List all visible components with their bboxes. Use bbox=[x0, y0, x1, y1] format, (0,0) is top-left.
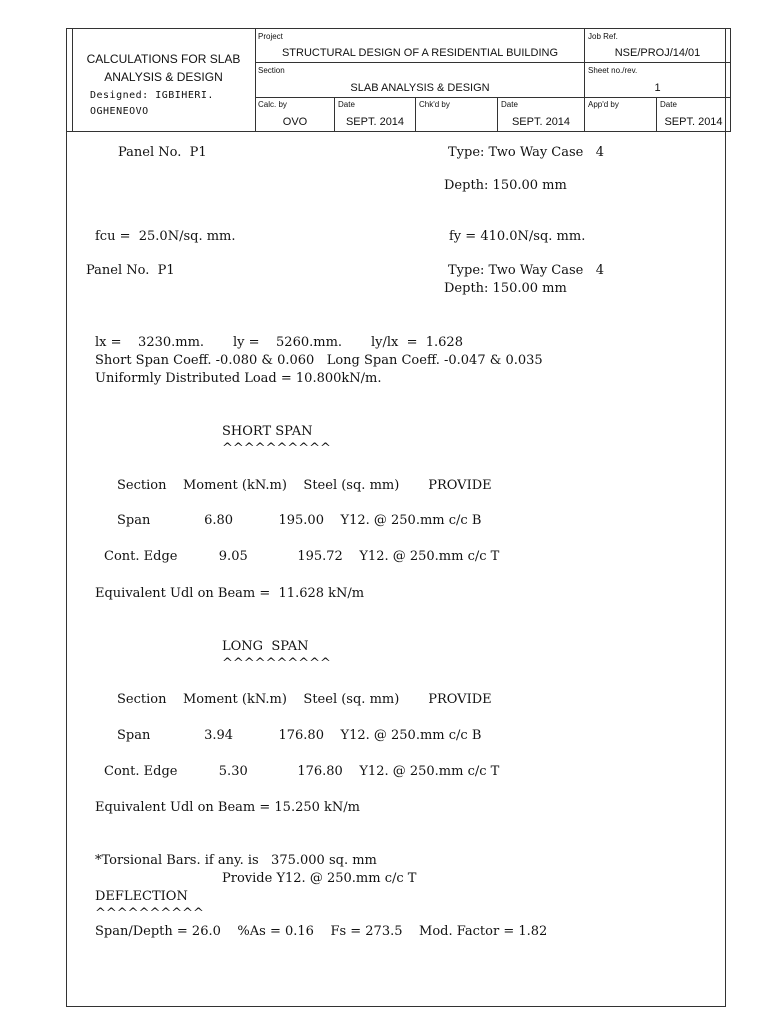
section-label: Section bbox=[258, 66, 285, 75]
designer-line2: OGHENEOVO bbox=[90, 106, 149, 117]
calc-by-label: Calc. by bbox=[258, 100, 287, 109]
udl-value: Uniformly Distributed Load = 10.800kN/m. bbox=[95, 371, 382, 386]
span-dimensions: lx = 3230.mm. ly = 5260.mm. ly/lx = 1.628 bbox=[95, 335, 463, 350]
calc-by: OVO bbox=[282, 116, 308, 128]
long-span-row-span: Span 3.94 176.80 Y12. @ 250.mm c/c B bbox=[117, 728, 482, 743]
deflection-underline: ^^^^^^^^^^ bbox=[95, 906, 204, 921]
project-name: STRUCTURAL DESIGN OF A RESIDENTIAL BUILDING bbox=[281, 47, 559, 59]
short-span-equiv-udl: Equivalent Udl on Beam = 11.628 kN/m bbox=[95, 586, 365, 601]
date-2: SEPT. 2014 bbox=[511, 116, 571, 128]
short-span-title: SHORT SPAN bbox=[222, 424, 313, 439]
short-span-header: Section Moment (kN.m) Steel (sq. mm) PROVIDE bbox=[117, 478, 492, 493]
deflection-title: DEFLECTION bbox=[95, 889, 188, 904]
type-1: Type: Two Way Case 4 bbox=[448, 145, 605, 160]
section-name: SLAB ANALYSIS & DESIGN bbox=[350, 82, 490, 94]
fcu-value: fcu = 25.0N/sq. mm. bbox=[95, 229, 236, 244]
project-label: Project bbox=[258, 32, 283, 41]
designed-label: Designed: bbox=[90, 90, 149, 101]
depth-1: Depth: 150.00 mm bbox=[444, 178, 567, 193]
long-span-row-edge: Cont. Edge 5.30 176.80 Y12. @ 250.mm c/c T bbox=[104, 764, 500, 779]
date-label-3: Date bbox=[660, 100, 677, 109]
sheet-number: 1 bbox=[654, 82, 661, 94]
long-span-equiv-udl: Equivalent Udl on Beam = 15.250 kN/m bbox=[95, 800, 360, 815]
short-span-underline: ^^^^^^^^^^ bbox=[222, 441, 331, 456]
date-1: SEPT. 2014 bbox=[345, 116, 405, 128]
torsional-provide: Provide Y12. @ 250.mm c/c T bbox=[222, 871, 417, 886]
short-span-row-edge: Cont. Edge 9.05 195.72 Y12. @ 250.mm c/c T bbox=[104, 549, 500, 564]
depth-2: Depth: 150.00 mm bbox=[444, 281, 567, 296]
calc-title bbox=[72, 50, 255, 86]
date-label-1: Date bbox=[338, 100, 355, 109]
panel-no-2: Panel No. P1 bbox=[86, 263, 175, 278]
job-ref-label: Job Ref. bbox=[588, 32, 618, 41]
long-span-header: Section Moment (kN.m) Steel (sq. mm) PROVIDE bbox=[117, 692, 492, 707]
appd-by-label: App'd by bbox=[588, 100, 619, 109]
type-2: Type: Two Way Case 4 bbox=[448, 263, 605, 278]
panel-no-1: Panel No. P1 bbox=[118, 145, 207, 160]
short-span-row-span: Span 6.80 195.00 Y12. @ 250.mm c/c B bbox=[117, 513, 482, 528]
long-span-title: LONG SPAN bbox=[222, 639, 309, 654]
calc-title-line1: CALCULATIONS FOR SLAB bbox=[86, 52, 241, 66]
date-3: SEPT. 2014 bbox=[664, 116, 723, 128]
date-label-2: Date bbox=[501, 100, 518, 109]
deflection-values: Span/Depth = 26.0 %As = 0.16 Fs = 273.5 Mod. Factor = 1.82 bbox=[95, 924, 548, 939]
long-span-underline: ^^^^^^^^^^ bbox=[222, 656, 331, 671]
chkd-by-label: Chk'd by bbox=[419, 100, 450, 109]
span-coefficients: Short Span Coeff. -0.080 & 0.060 Long Span Coeff. -0.047 & 0.035 bbox=[95, 353, 543, 368]
designer-line1: IGBIHERI. bbox=[155, 90, 214, 101]
designed-by bbox=[90, 90, 214, 101]
fy-value: fy = 410.0N/sq. mm. bbox=[449, 229, 586, 244]
sheet-label: Sheet no./rev. bbox=[588, 66, 638, 75]
job-ref: NSE/PROJ/14/01 bbox=[614, 47, 701, 59]
calc-title-line2: ANALYSIS & DESIGN bbox=[104, 70, 223, 84]
torsional-bars: *Torsional Bars. if any. is 375.000 sq. mm bbox=[95, 853, 377, 868]
